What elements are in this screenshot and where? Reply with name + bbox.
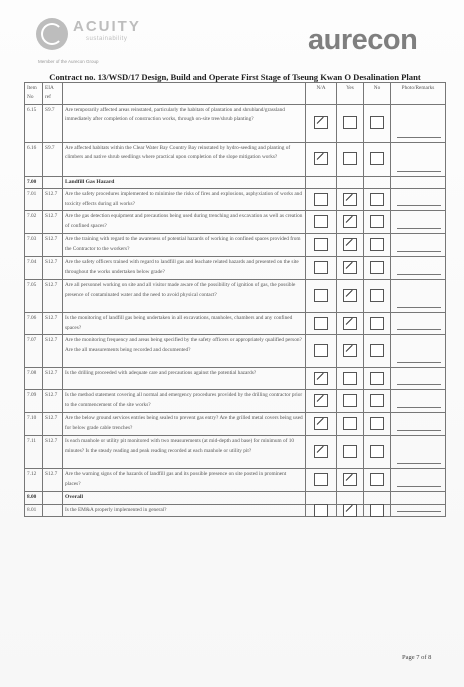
table-row: [25, 189, 446, 211]
no-checkbox[interactable]: [370, 504, 384, 517]
yes-checkbox[interactable]: [343, 152, 357, 165]
eia-ref: S12.7: [43, 390, 63, 413]
table-row: [25, 234, 446, 257]
remarks-cell: [391, 104, 446, 142]
item-number: 7.03: [25, 234, 43, 257]
yes-checkbox[interactable]: [343, 417, 357, 430]
remarks-cell: [391, 390, 446, 413]
yes-cell: [337, 492, 364, 505]
na-checkbox[interactable]: [314, 152, 328, 165]
item-description: Are the safety procedures implemented to minimise the risks of fires and explosions, asphyxiation of works and toxicity effects during all works?: [63, 189, 306, 211]
yes-checkbox[interactable]: [343, 238, 357, 251]
table-row: [25, 368, 446, 390]
na-checkbox[interactable]: [314, 372, 328, 385]
remarks-cell: [391, 469, 446, 492]
item-number: 7.06: [25, 313, 43, 335]
yes-checkbox[interactable]: [343, 317, 357, 330]
remarks-cell: [391, 505, 446, 517]
header-eia-ref: EIA ref: [43, 83, 63, 105]
remarks-line[interactable]: [397, 171, 441, 172]
no-checkbox[interactable]: [370, 152, 384, 165]
header-na: N/A: [306, 83, 337, 105]
checklist-table: [24, 82, 446, 517]
table-row: [25, 104, 446, 142]
contract-title: Contract no. 13/WSD/17 Design, Build and Operate First Stage of Tseung Kwan O Desalination Plant: [49, 72, 421, 82]
remarks-line[interactable]: [397, 251, 441, 252]
remarks-line[interactable]: [397, 407, 441, 408]
yes-checkbox[interactable]: [343, 261, 357, 274]
yes-cell: [337, 505, 364, 517]
item-description: Are affected habitats within the Clear Water Bay Country Bay reinstated by hydro-seeding and planting of climbers and native shrub seedlings where practical upon completion of the slope mitigation works?: [63, 142, 306, 176]
remarks-cell: [391, 413, 446, 436]
no-checkbox[interactable]: [370, 289, 384, 302]
na-cell: [306, 313, 337, 335]
item-description: Are the gas detection equipment and precautions being used during trenching and excavation as well as creation of confined spaces?: [63, 211, 306, 234]
eia-ref: S9.7: [43, 104, 63, 142]
na-cell: [306, 413, 337, 436]
yes-checkbox[interactable]: [343, 344, 357, 357]
no-cell: [364, 211, 391, 234]
na-cell: [306, 280, 337, 313]
item-description: Are all personnel working on site and all visitor made aware of the possibility of ignition of gas, the possible presence of contaminated water and the need to avoid physical contact?: [63, 280, 306, 313]
eia-ref: S12.7: [43, 257, 63, 280]
item-number: 7.01: [25, 189, 43, 211]
no-cell: [364, 104, 391, 142]
na-cell: [306, 104, 337, 142]
remarks-cell: [391, 176, 446, 189]
na-checkbox[interactable]: [314, 317, 328, 330]
header-item: Item No: [25, 83, 43, 105]
header-description: [63, 83, 306, 105]
header-no: No: [364, 83, 391, 105]
item-description: Are the monitoring frequency and areas being specified by the safety officers or appropriately qualified person? Are the all measurements being recorded and documented?: [63, 335, 306, 368]
no-cell: [364, 390, 391, 413]
table-row: [25, 436, 446, 469]
remarks-line[interactable]: [397, 362, 441, 363]
item-number: 7.12: [25, 469, 43, 492]
remarks-line[interactable]: [397, 307, 441, 308]
remarks-line[interactable]: [397, 329, 441, 330]
yes-cell: [337, 413, 364, 436]
na-checkbox[interactable]: [314, 261, 328, 274]
item-number: 7.05: [25, 280, 43, 313]
item-description: Is the method statement covering all normal and emergency procedures provided by the drilling contractor prior to the commencement of the site works?: [63, 390, 306, 413]
yes-checkbox[interactable]: [343, 193, 357, 206]
item-number: 7.04: [25, 257, 43, 280]
eia-ref: S12.7: [43, 189, 63, 211]
no-cell: [364, 436, 391, 469]
item-number: 7.08: [25, 368, 43, 390]
no-checkbox[interactable]: [370, 473, 384, 486]
item-description: Is the EM&A properly implemented in general?: [63, 505, 306, 517]
eia-ref: [43, 176, 63, 189]
acuity-logo-icon: [36, 18, 68, 50]
table-row: [25, 257, 446, 280]
na-checkbox[interactable]: [314, 344, 328, 357]
na-checkbox[interactable]: [314, 238, 328, 251]
item-number: 7.09: [25, 390, 43, 413]
remarks-cell: [391, 257, 446, 280]
eia-ref: [43, 505, 63, 517]
page-number: Page 7 of 8: [402, 654, 432, 661]
item-description: Is the monitoring of landfill gas being undertaken in all excavations, manholes, chambers and any confined spaces?: [63, 313, 306, 335]
remarks-cell: [391, 280, 446, 313]
no-cell: [364, 469, 391, 492]
na-cell: [306, 436, 337, 469]
table-row: [25, 413, 446, 436]
acuity-brand-name: ACUITY: [73, 18, 141, 35]
item-description: Is each manhole or utility pit monitored with two measurements (at mid-depth and base) for minimum of 10 minutes? Is the steady reading and peak reading recorded at each manhole or utility pit?: [63, 436, 306, 469]
yes-cell: [337, 176, 364, 189]
yes-cell: [337, 390, 364, 413]
eia-ref: S12.7: [43, 436, 63, 469]
na-checkbox[interactable]: [314, 193, 328, 206]
yes-cell: [337, 335, 364, 368]
table-header-row: [25, 83, 446, 105]
table-row: [25, 335, 446, 368]
eia-ref: [43, 492, 63, 505]
no-checkbox[interactable]: [370, 116, 384, 129]
no-checkbox[interactable]: [370, 238, 384, 251]
table-row: [25, 313, 446, 335]
yes-cell: [337, 142, 364, 176]
eia-ref: S12.7: [43, 368, 63, 390]
na-checkbox[interactable]: [314, 215, 328, 228]
no-checkbox[interactable]: [370, 193, 384, 206]
na-cell: [306, 176, 337, 189]
yes-cell: [337, 436, 364, 469]
no-checkbox[interactable]: [370, 372, 384, 385]
table-row: [25, 390, 446, 413]
yes-cell: [337, 104, 364, 142]
no-checkbox[interactable]: [370, 417, 384, 430]
na-cell: [306, 257, 337, 280]
table-row: [25, 211, 446, 234]
section-title: Landfill Gas Hazard: [63, 176, 306, 189]
remarks-line[interactable]: [397, 384, 441, 385]
item-number: 7.11: [25, 436, 43, 469]
remarks-line[interactable]: [397, 511, 441, 512]
na-checkbox[interactable]: [314, 394, 328, 407]
item-number: 8.00: [25, 492, 43, 505]
aurecon-logo: aurecon: [308, 24, 418, 56]
remarks-cell: [391, 211, 446, 234]
item-number: 6.15: [25, 104, 43, 142]
eia-ref: S12.7: [43, 313, 63, 335]
na-cell: [306, 368, 337, 390]
header-remarks: Photo/Remarks: [391, 83, 446, 105]
table-row: [25, 280, 446, 313]
no-cell: [364, 189, 391, 211]
remarks-line[interactable]: [397, 486, 441, 487]
no-cell: [364, 413, 391, 436]
na-cell: [306, 335, 337, 368]
acuity-brand-subtitle: sustainability: [86, 36, 128, 42]
remarks-cell: [391, 335, 446, 368]
remarks-cell: [391, 189, 446, 211]
na-checkbox[interactable]: [314, 417, 328, 430]
eia-ref: S12.7: [43, 211, 63, 234]
eia-ref: S12.7: [43, 413, 63, 436]
member-text: Member of the Aurecon Group: [38, 59, 99, 64]
no-cell: [364, 313, 391, 335]
item-number: 7.00: [25, 176, 43, 189]
remarks-line[interactable]: [397, 430, 441, 431]
na-cell: [306, 390, 337, 413]
remarks-line[interactable]: [397, 205, 441, 206]
na-cell: [306, 469, 337, 492]
remarks-cell: [391, 142, 446, 176]
na-cell: [306, 142, 337, 176]
no-cell: [364, 368, 391, 390]
remarks-cell: [391, 313, 446, 335]
eia-ref: S12.7: [43, 234, 63, 257]
yes-cell: [337, 280, 364, 313]
no-cell: [364, 335, 391, 368]
remarks-cell: [391, 234, 446, 257]
item-description: Is the drilling proceeded with adequate care and precautions against the potential hazards?: [63, 368, 306, 390]
no-checkbox[interactable]: [370, 344, 384, 357]
no-checkbox[interactable]: [370, 261, 384, 274]
item-description: Are the safety officers trained with regard to landfill gas and leachate related hazards and presented on the site throughout the works undertaken below grade?: [63, 257, 306, 280]
item-number: 7.07: [25, 335, 43, 368]
na-cell: [306, 211, 337, 234]
yes-cell: [337, 189, 364, 211]
yes-checkbox[interactable]: [343, 504, 357, 517]
no-checkbox[interactable]: [370, 215, 384, 228]
item-description: Are temporarily affected areas reinstated, particularly the habitats of plantation and shrubland/grassland immediately after completion of construction works, through on-site tree/shrub planting?: [63, 104, 306, 142]
na-cell: [306, 505, 337, 517]
na-checkbox[interactable]: [314, 473, 328, 486]
na-cell: [306, 234, 337, 257]
header-yes: Yes: [337, 83, 364, 105]
eia-ref: S9.7: [43, 142, 63, 176]
item-description: Are the training with regard to the awareness of potential hazards of working in confined spaces provided from the Contractor to the workers?: [63, 234, 306, 257]
yes-checkbox[interactable]: [343, 473, 357, 486]
no-cell: [364, 257, 391, 280]
item-number: 8.01: [25, 505, 43, 517]
no-checkbox[interactable]: [370, 394, 384, 407]
yes-cell: [337, 469, 364, 492]
remarks-line[interactable]: [397, 274, 441, 275]
yes-checkbox[interactable]: [343, 394, 357, 407]
item-number: 7.10: [25, 413, 43, 436]
no-checkbox[interactable]: [370, 317, 384, 330]
eia-ref: S12.7: [43, 280, 63, 313]
yes-checkbox[interactable]: [343, 116, 357, 129]
table-row: [25, 505, 446, 517]
yes-checkbox[interactable]: [343, 445, 357, 458]
yes-cell: [337, 211, 364, 234]
na-checkbox[interactable]: [314, 116, 328, 129]
table-row: [25, 469, 446, 492]
yes-cell: [337, 257, 364, 280]
remarks-line[interactable]: [397, 463, 441, 464]
no-cell: [364, 142, 391, 176]
yes-checkbox[interactable]: [343, 289, 357, 302]
no-checkbox[interactable]: [370, 445, 384, 458]
yes-cell: [337, 313, 364, 335]
item-number: 6.16: [25, 142, 43, 176]
item-description: Are the below ground services entries being sealed to prevent gas entry? Are the grilled metal covers being used for below grade cable trenches?: [63, 413, 306, 436]
no-cell: [364, 492, 391, 505]
yes-checkbox[interactable]: [343, 215, 357, 228]
no-cell: [364, 280, 391, 313]
item-description: Are the warning signs of the hazards of landfill gas and its possible presence on site posted in prominent places?: [63, 469, 306, 492]
remarks-cell: [391, 436, 446, 469]
no-cell: [364, 234, 391, 257]
section-row: [25, 176, 446, 189]
na-cell: [306, 189, 337, 211]
remarks-cell: [391, 368, 446, 390]
remarks-line[interactable]: [397, 228, 441, 229]
no-cell: [364, 505, 391, 517]
section-row: [25, 492, 446, 505]
remarks-cell: [391, 492, 446, 505]
na-checkbox[interactable]: [314, 445, 328, 458]
remarks-line[interactable]: [397, 137, 441, 138]
yes-checkbox[interactable]: [343, 372, 357, 385]
table-row: [25, 142, 446, 176]
section-title: Overall: [63, 492, 306, 505]
na-cell: [306, 492, 337, 505]
na-checkbox[interactable]: [314, 504, 328, 517]
no-cell: [364, 176, 391, 189]
na-checkbox[interactable]: [314, 289, 328, 302]
item-number: 7.02: [25, 211, 43, 234]
eia-ref: S12.7: [43, 335, 63, 368]
yes-cell: [337, 234, 364, 257]
yes-cell: [337, 368, 364, 390]
eia-ref: S12.7: [43, 469, 63, 492]
